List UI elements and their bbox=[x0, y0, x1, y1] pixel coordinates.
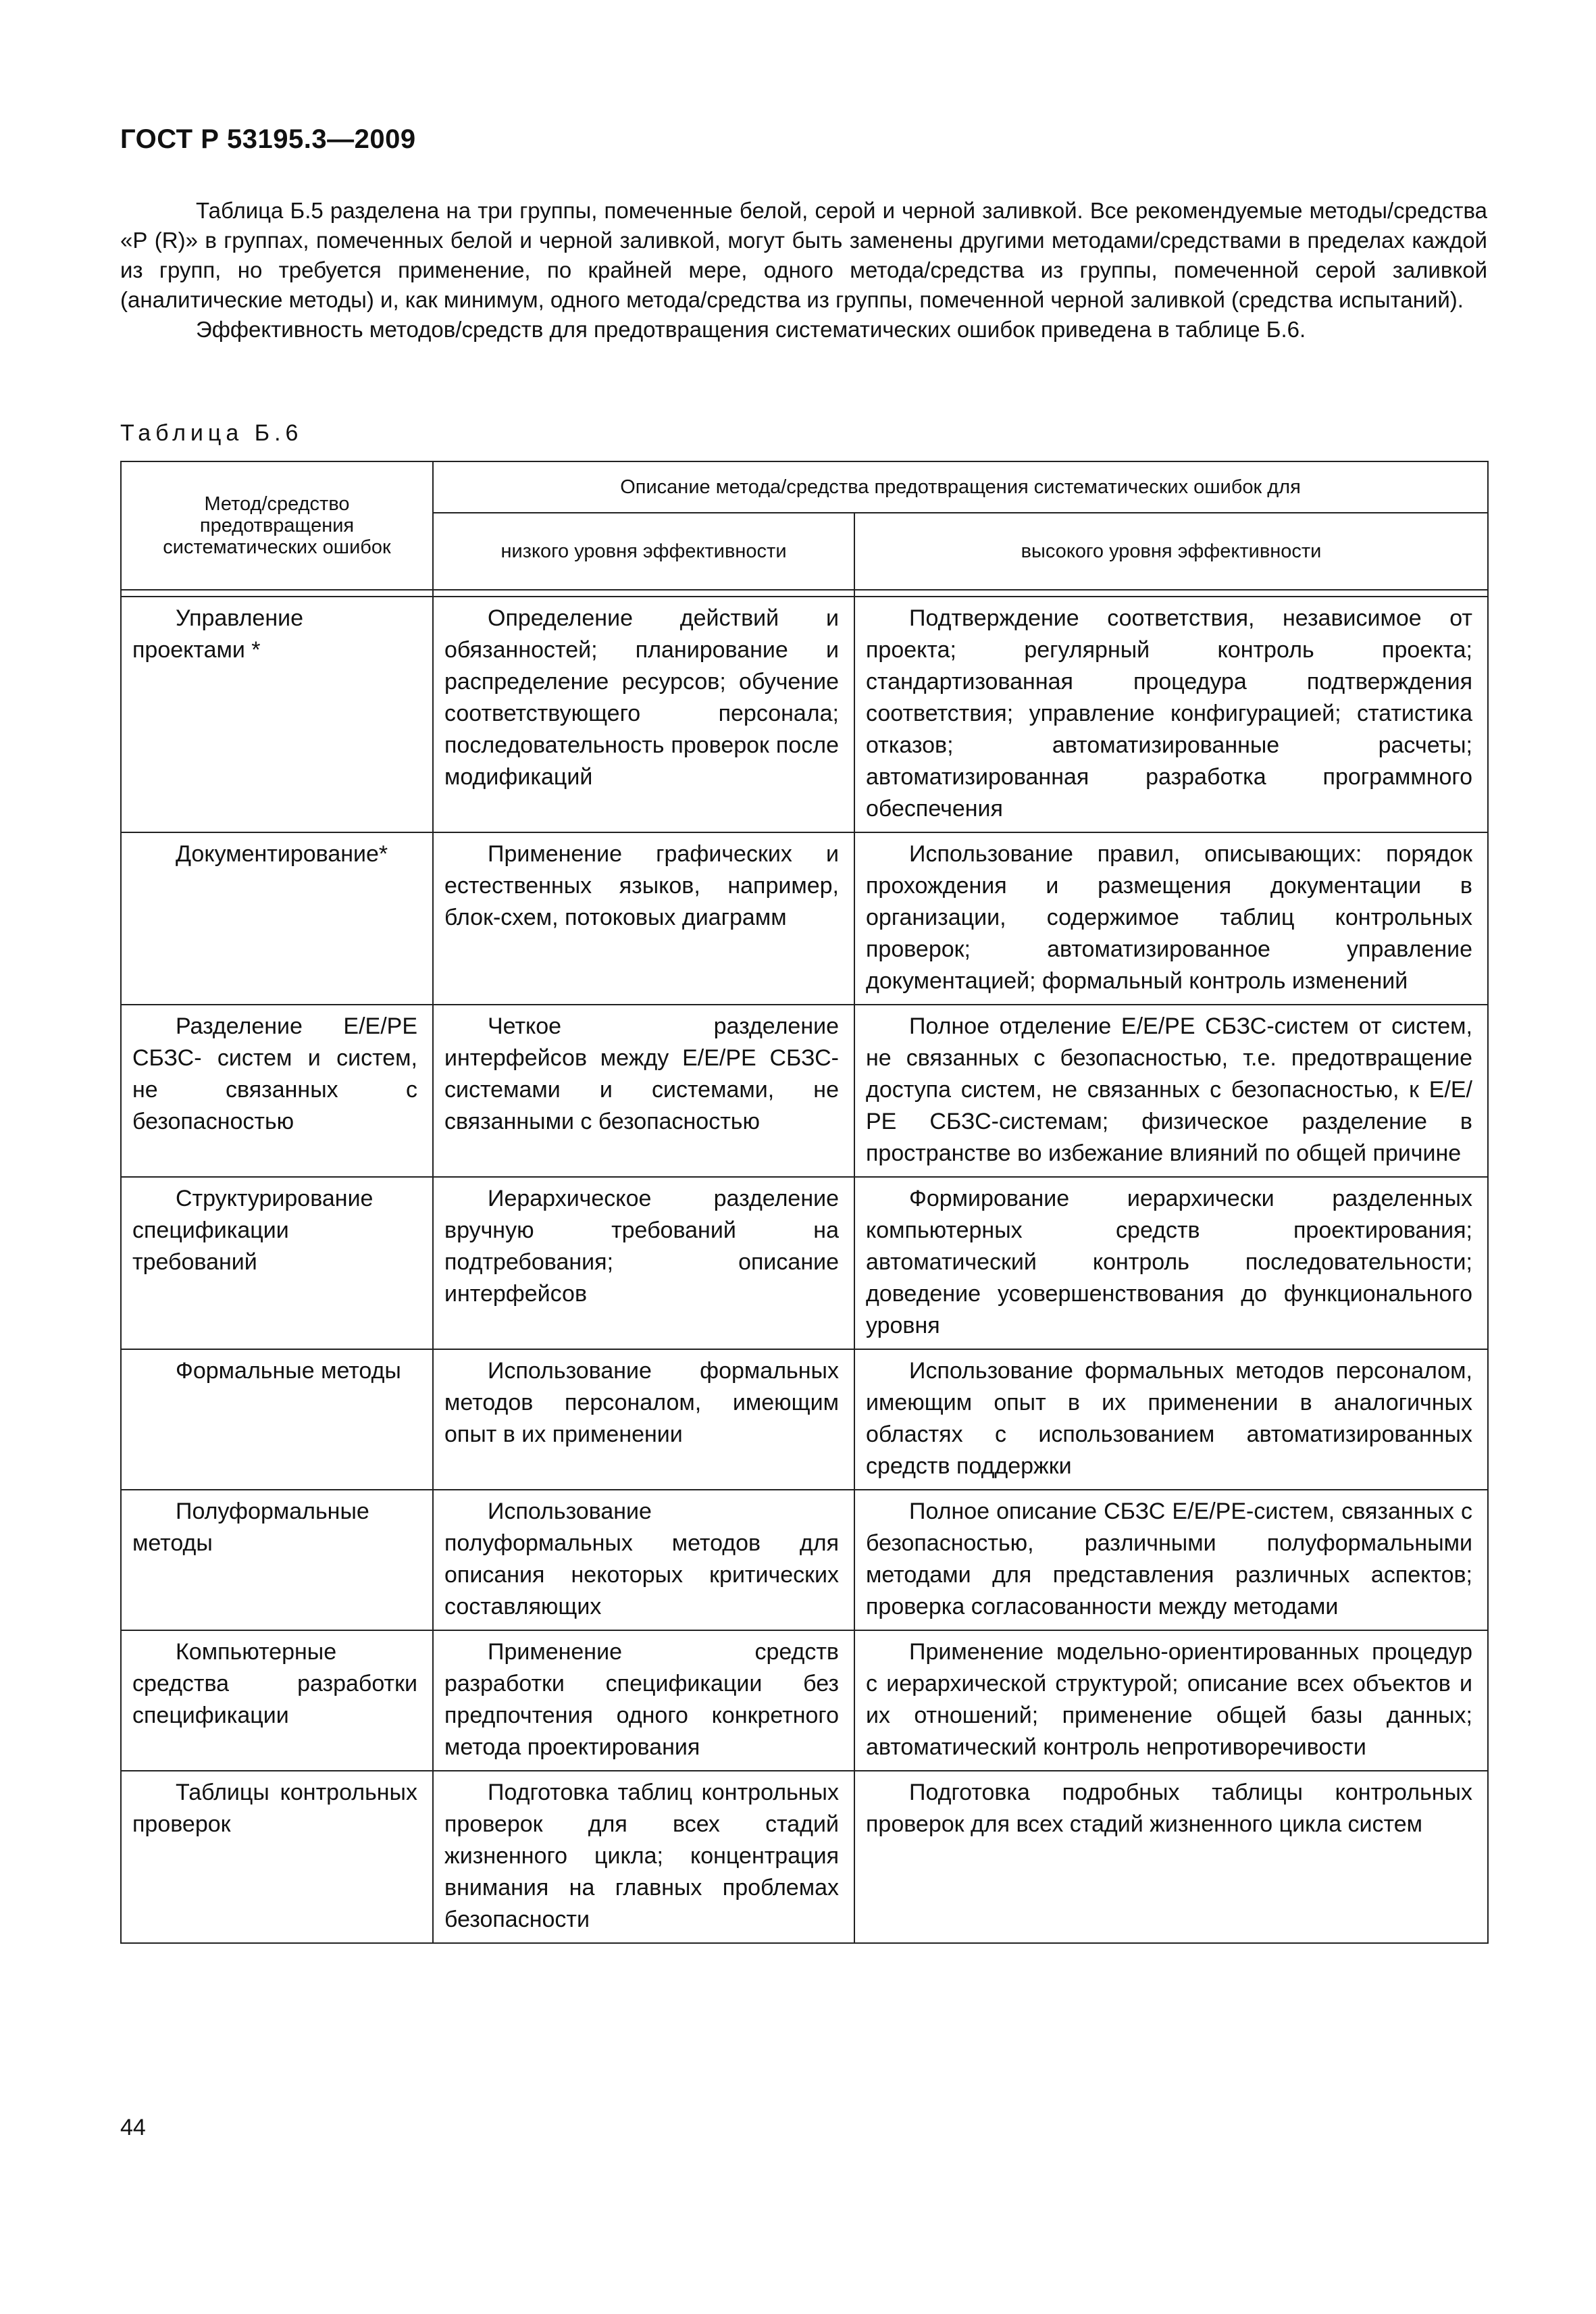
cell-method bbox=[121, 1771, 433, 1943]
cell-high-text: Полное отделение Е/Е/РЕ СБЗС-систем от систем, не связанных с безопасностью, т.е. предотвращение доступа систем, не связанных с безопасностью, к Е/Е/РЕ СБЗС-системам; физическое разделение в пространстве во избежание влияний по общей причине bbox=[866, 1013, 1472, 1166]
table-row bbox=[121, 1490, 1488, 1630]
cell-method bbox=[121, 1490, 433, 1630]
cell-high bbox=[854, 1005, 1488, 1177]
intro-paragraph-1: Таблица Б.5 разделена на три группы, помеченные белой, серой и черной заливкой. Все рекомендуемые методы/средства «Р (R)» в группах, помеченных белой и черной заливкой, могут быть заменены другими методами/средствами в пределах каждой из групп, но требуется применение, по крайней мере, одного метода/средства из группы, помеченной серой заливкой (аналитические методы) и, как минимум, одного метода/средства из группы, помеченной черной заливкой (средства испытаний). bbox=[120, 198, 1487, 312]
cell-high-text: Подготовка подробных таблицы контрольных проверок для всех стадий жизненного цикла систем bbox=[866, 1780, 1472, 1837]
header-description: Описание метода/средства предотвращения систематических ошибок для bbox=[433, 461, 1488, 513]
cell-low bbox=[433, 1005, 854, 1177]
cell-low-text: Использование формальных методов персоналом, имеющим опыт в их применении bbox=[444, 1358, 839, 1447]
cell-method bbox=[121, 1177, 433, 1349]
cell-method-text: Компьютерные средства разработки спецификации bbox=[132, 1639, 417, 1728]
cell-low bbox=[433, 1177, 854, 1349]
cell-high-text: Использование формальных методов персоналом, имеющим опыт в их применении в аналогичных областях с использованием автоматизированных средств поддержки bbox=[866, 1358, 1472, 1479]
cell-low bbox=[433, 1771, 854, 1943]
cell-low-text: Иерархическое разделение вручную требований на подтребования; описание интерфейсов bbox=[444, 1186, 839, 1307]
cell-low bbox=[433, 597, 854, 832]
cell-high-text: Формирование иерархически разделенных компьютерных средств проектирования; автоматический контроль последовательности; доведение усовершенствования до функционального уровня bbox=[866, 1186, 1472, 1338]
cell-high-text: Полное описание СБЗС Е/Е/РЕ-систем, связанных с безопасностью, различными полуформальными методами для представления различных аспектов; проверка согласованности между методами bbox=[866, 1499, 1472, 1619]
intro-text bbox=[120, 196, 1487, 345]
table-body bbox=[121, 597, 1488, 1943]
cell-high-text: Использование правил, описывающих: порядок прохождения и размещения документации в организации, содержимое таблиц контрольных проверок; автоматизированное управление документацией; формальный контроль изменений bbox=[866, 841, 1472, 994]
cell-method bbox=[121, 1005, 433, 1177]
cell-high bbox=[854, 1771, 1488, 1943]
cell-method bbox=[121, 1349, 433, 1490]
table-row bbox=[121, 1630, 1488, 1771]
cell-low-text: Применение графических и естественных языков, например, блок-схем, потоковых диаграмм bbox=[444, 841, 839, 930]
methods-table bbox=[120, 461, 1489, 1944]
cell-low-text: Определение действий и обязанностей; планирование и распределение ресурсов; обучение соответствующего персонала; последовательность проверок после модификаций bbox=[444, 605, 839, 790]
cell-low-text: Использование полуформальных методов для описания некоторых критических составляющих bbox=[444, 1499, 839, 1619]
header-high-level: высокого уровня эффективности bbox=[854, 513, 1488, 590]
intro-paragraph-2: Эффективность методов/средств для предотвращения систематических ошибок приведена в таблице Б.6. bbox=[196, 317, 1306, 342]
cell-high bbox=[854, 1630, 1488, 1771]
cell-method bbox=[121, 597, 433, 832]
table-row bbox=[121, 1771, 1488, 1943]
cell-method-text: Таблицы контрольных проверок bbox=[132, 1780, 417, 1837]
table-row bbox=[121, 1005, 1488, 1177]
cell-high bbox=[854, 1177, 1488, 1349]
cell-high bbox=[854, 1349, 1488, 1490]
page-number: 44 bbox=[120, 2115, 146, 2140]
cell-high bbox=[854, 1490, 1488, 1630]
table-row bbox=[121, 832, 1488, 1005]
cell-high-text: Применение модельно-ориентированных процедур с иерархической структурой; описание всех объектов и их отношений; применение общей базы данных; автоматический контроль непротиворечивости bbox=[866, 1639, 1472, 1760]
cell-high bbox=[854, 597, 1488, 832]
header-low-level: низкого уровня эффективности bbox=[433, 513, 854, 590]
cell-method-text: Формальные методы bbox=[176, 1358, 401, 1384]
cell-low bbox=[433, 1630, 854, 1771]
document-header: ГОСТ Р 53195.3—2009 bbox=[120, 124, 416, 154]
cell-low bbox=[433, 1490, 854, 1630]
cell-method-text: Документирование* bbox=[176, 841, 388, 867]
cell-low-text: Подготовка таблиц контрольных проверок для всех стадий жизненного цикла; концентрация внимания на главных проблемах безопасности bbox=[444, 1780, 839, 1932]
cell-method-text: Структурирование спецификации требований bbox=[132, 1186, 374, 1275]
cell-method bbox=[121, 1630, 433, 1771]
cell-method-text: Разделение Е/Е/РЕ СБЗС- систем и систем, не связанных с безопасностью bbox=[132, 1013, 417, 1134]
cell-method-text: Полуформальные методы bbox=[132, 1499, 369, 1556]
cell-low-text: Четкое разделение интерфейсов между Е/Е/РЕ СБЗС-системами и системами, не связанными с безопасностью bbox=[444, 1013, 839, 1134]
cell-low bbox=[433, 832, 854, 1005]
table-row bbox=[121, 597, 1488, 832]
cell-low bbox=[433, 1349, 854, 1490]
header-method: Метод/средство предотвращения систематических ошибок bbox=[121, 461, 433, 590]
table-row bbox=[121, 1177, 1488, 1349]
cell-method bbox=[121, 832, 433, 1005]
cell-high-text: Подтверждение соответствия, независимое от проекта; регулярный контроль проекта; стандартизованная процедура подтверждения соответствия; управление конфигурацией; статистика отказов; автоматизированные расчеты; автоматизированная разработка программного обеспечения bbox=[866, 605, 1472, 822]
cell-high bbox=[854, 832, 1488, 1005]
cell-low-text: Применение средств разработки спецификации без предпочтения одного конкретного метода проектирования bbox=[444, 1639, 839, 1760]
cell-method-text: Управление проектами * bbox=[132, 605, 304, 663]
table-row bbox=[121, 1349, 1488, 1490]
table-caption: Таблица Б.6 bbox=[120, 420, 303, 446]
